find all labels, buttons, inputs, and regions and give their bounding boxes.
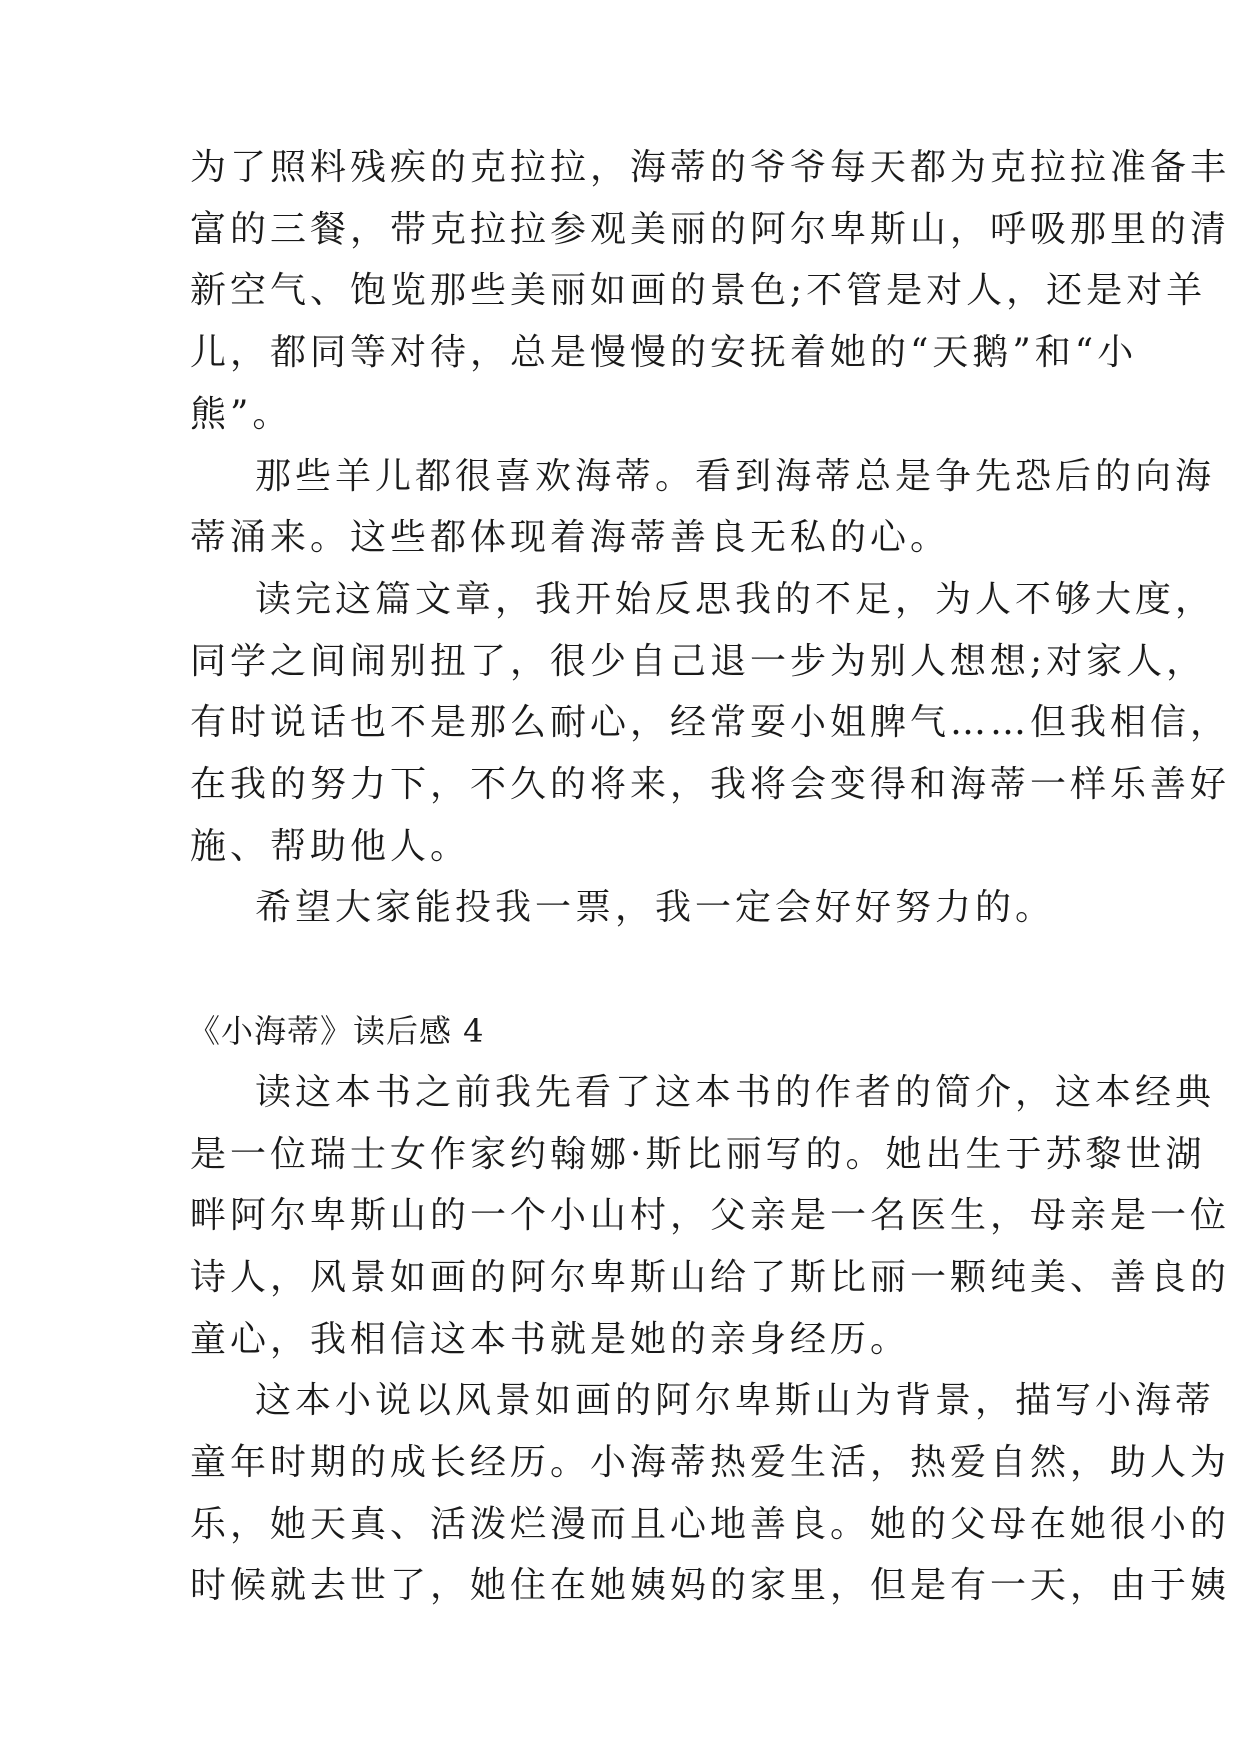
text-line: 有时说话也不是那么耐心，经常耍小姐脾气……但我相信， bbox=[190, 702, 1231, 743]
text-line: 乐，她天真、活泼烂漫而且心地善良。她的父母在她很小的 bbox=[190, 1504, 1231, 1545]
text-line: 为了照料残疾的克拉拉，海蒂的爷爷每天都为克拉拉准备丰 bbox=[190, 147, 1231, 188]
text-line: 同学之间闹别扭了，很少自己退一步为别人想想;对家人， bbox=[190, 641, 1207, 682]
text-line: 儿，都同等对待，总是慢慢的安抚着她的“天鹅”和“小 bbox=[190, 332, 1138, 373]
text-line: 读完这篇文章，我开始反思我的不足，为人不够大度， bbox=[255, 579, 1216, 620]
text-line: 童年时期的成长经历。小海蒂热爱生活，热爱自然，助人为 bbox=[190, 1442, 1231, 1483]
text-line: 诗人，风景如画的阿尔卑斯山给了斯比丽一颗纯美、善良的 bbox=[190, 1257, 1231, 1298]
text-line: 在我的努力下，不久的将来，我将会变得和海蒂一样乐善好 bbox=[190, 764, 1231, 805]
text-line: 童心，我相信这本书就是她的亲身经历。 bbox=[190, 1319, 911, 1360]
text-line: 畔阿尔卑斯山的一个小山村，父亲是一名医生，母亲是一位 bbox=[190, 1195, 1231, 1236]
text-line: 是一位瑞士女作家约翰娜·斯比丽写的。她出生于苏黎世湖 bbox=[190, 1134, 1206, 1175]
text-line: 时候就去世了，她住在她姨妈的家里，但是有一天，由于姨 bbox=[190, 1565, 1231, 1606]
text-line: 那些羊儿都很喜欢海蒂。看到海蒂总是争先恐后的向海 bbox=[255, 456, 1216, 497]
text-line: 施、帮助他人。 bbox=[190, 826, 471, 867]
text-line: 新空气、饱览那些美丽如画的景色;不管是对人，还是对羊 bbox=[190, 270, 1207, 311]
text-line: 蒂涌来。这些都体现着海蒂善良无私的心。 bbox=[190, 517, 951, 558]
text-line: 这本小说以风景如画的阿尔卑斯山为背景，描写小海蒂 bbox=[255, 1380, 1216, 1421]
text-line: 读这本书之前我先看了这本书的作者的简介，这本经典 bbox=[255, 1072, 1216, 1113]
text-line: 富的三餐，带克拉拉参观美丽的阿尔卑斯山，呼吸那里的清 bbox=[190, 209, 1231, 250]
text-line: 熊”。 bbox=[190, 394, 293, 435]
text-line: 希望大家能投我一票，我一定会好好努力的。 bbox=[255, 887, 1056, 928]
section-heading: 《小海蒂》读后感 4 bbox=[188, 1012, 485, 1050]
